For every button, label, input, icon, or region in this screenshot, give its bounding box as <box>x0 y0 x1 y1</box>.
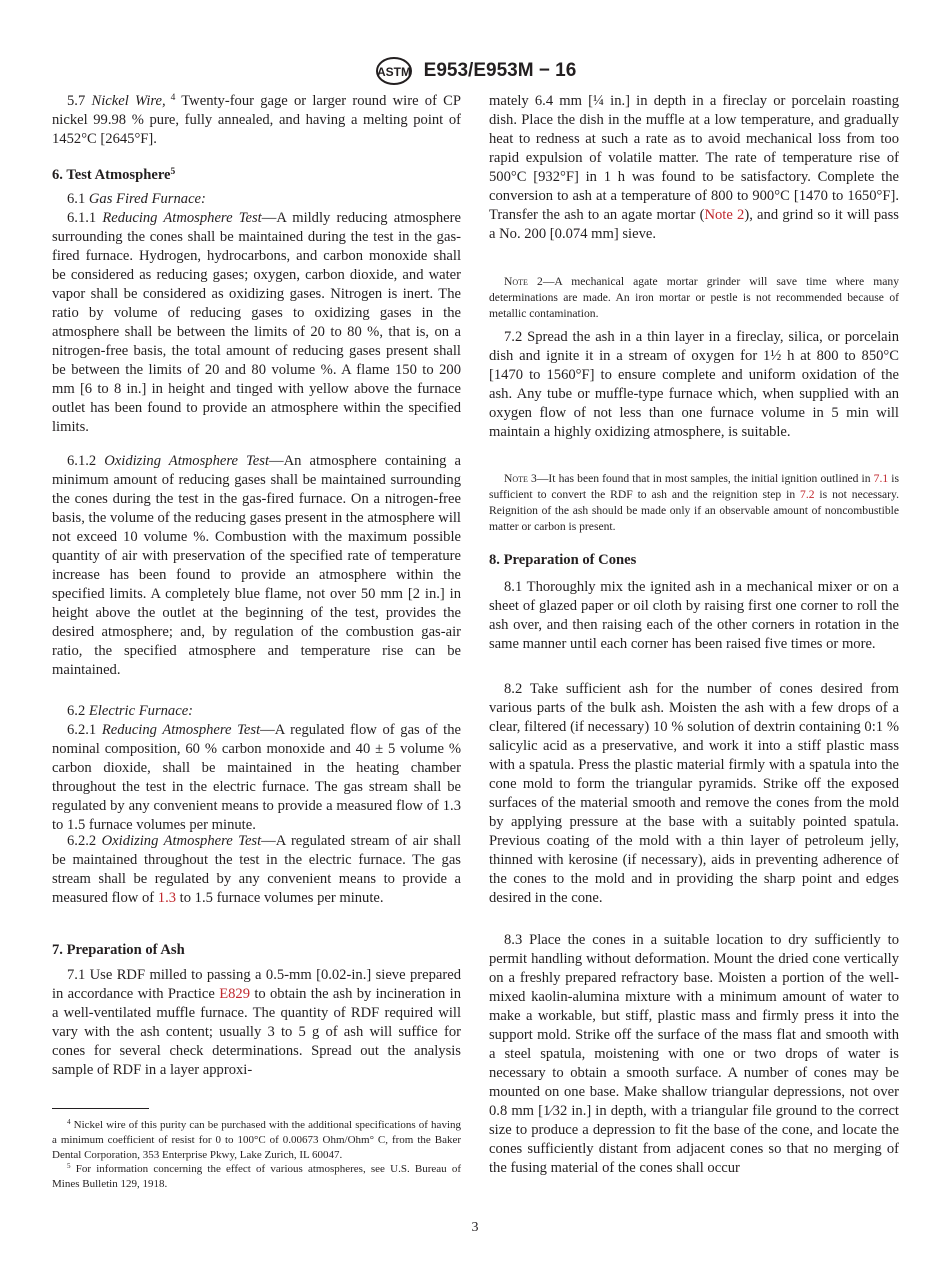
note <box>489 274 899 322</box>
footnote-divider <box>52 1108 149 1109</box>
section-heading <box>489 551 899 570</box>
cross-reference-link[interactable]: Note 2 <box>704 207 745 223</box>
italic-title: Oxidizing Atmosphere Test <box>104 453 270 469</box>
text-run: 8.3 Place the cones in a suitable location to dry sufficiently to permit handling without deformation. Mount the dried cone vertically on a freshly prepared refractory base. Moisten a portion of the well-mixed kaolin-alumina mixture with a minimum amount of water to make a workable, but stiff, plastic mass and firmly press it into the support mold. Strike off the surface of the mass flat and smooth with a steel spatula, moistening with one or two drops of water is necessary to obtain a smooth surface. A number of cones may be mounted on one base. Make shallow triangular depressions, not over 0.8 mm [1⁄32 in.] in depth, with a triangular file ground to the correct size to produce a depression to fit the base of the cone, and locate the cones sufficiently distant from adjacent cones so that no merging of the fusing material of the cones shall occur <box>489 932 899 1176</box>
astm-logo-icon <box>374 56 414 86</box>
paragraph <box>52 190 461 209</box>
footnote <box>52 1118 461 1163</box>
text-run: 6.2.2 <box>67 833 102 849</box>
text-run: 3—It has been found that in most samples, the initial ignition outlined in <box>527 472 874 485</box>
paragraph <box>52 966 461 1080</box>
section-heading <box>52 941 461 960</box>
section-heading <box>52 166 461 185</box>
text-run: 8. Preparation of Cones <box>489 552 637 568</box>
text-run: 6.2.1 <box>67 722 102 738</box>
text-run: 8.1 Thoroughly mix the ignited ash in a mechanical mixer or on a sheet of glazed paper or oil cloth by raising first one corner to roll the ash over, and then raising each of the other corners in rotation in the same manner until each corner has been raised five times or more. <box>489 579 899 652</box>
text-run: Note <box>504 275 528 288</box>
italic-title: Reducing Atmosphere Test <box>102 210 262 226</box>
italic-title: Nickel Wire, <box>91 93 166 109</box>
italic-title: Oxidizing Atmosphere Test <box>101 833 262 849</box>
text-run: 7. Preparation of Ash <box>52 942 185 958</box>
text-run: mately 6.4 mm [¼ in.] in depth in a fireclay or porcelain roasting dish. Place the dish in the muffle at a low temperature, and gradually heat to redness at such a rate as to avoid mechanical loss from too rapid expulsion of volatile matter. The rate of temperature rise of 500°C [932°F] in 1 h was found to be satisfactory. Complete the conversion to ash at a temperature of 800 to 900°C [1470 to 1650°F]. Transfer the ash to an agate mortar ( <box>489 93 899 223</box>
text-run: 6.1 <box>67 191 89 207</box>
text-run: 8.2 Take sufficient ash for the number of cones desired from various parts of the bulk ash. Moisten the ash with a few drops of a clear, filtered (if necessary) 10 % solution of dextrin containing 0:1 % salicylic acid as a preservative, and work it into a stiff plastic mass with a spatula. Press the plastic material firmly with a spatula into the cone mold to form the triangular pyramids. Strike off the exposed surfaces of the material smooth and remove the cones from the mold by applying pressure at the base with a suitably pointed spatula. Previous coating of the mold with a thin layer of petroleum jelly, thinned with kerosine (if necessary), aids in preventing adherence of the cones to the mold and in providing the sharp point and edges desired in the cone. <box>489 681 899 906</box>
text-run: is sufficient to convert the RDF to ash and the reignition step in <box>489 472 899 501</box>
text-run: 2—A mechanical agate mortar grinder will save time where many determinations are made. An iron mortar or pestle is not recommended because of metallic contamination. <box>489 275 899 320</box>
text-run: 6.2 <box>67 703 89 719</box>
text-run: Note <box>504 472 528 485</box>
italic-title: Gas Fired Furnace: <box>88 191 206 207</box>
paragraph <box>489 92 899 244</box>
page-header <box>0 56 950 86</box>
paragraph <box>52 721 461 835</box>
text-run: is not necessary. Reignition of the ash should be made only if an observable amount of noncombustible matter or carbon is present. <box>489 488 899 533</box>
italic-title: Electric Furnace: <box>88 703 194 719</box>
text-run: 5.7 <box>67 93 92 109</box>
text-run: Twenty-four gage or larger round wire of CP nickel 99.98 % pure, fully annealed, and having a melting point of 1452°C [2645°F]. <box>52 93 461 147</box>
cross-reference-link[interactable]: 7.2 <box>800 488 815 501</box>
italic-title: Reducing Atmosphere Test <box>101 722 261 738</box>
text-run: 6. Test Atmosphere <box>52 167 171 183</box>
text-run: 7.2 Spread the ash in a thin layer in a fireclay, silica, or porcelain dish and ignite it in a stream of oxygen for 1½ h at 800 to 850°C [1470 to 1560°F] to ensure complete and uniform oxidation of the ash. Any tube or muffle-type furnace which, when supplied with an oxygen flow of not less than one furnace volume in 5 min will maintain a highly oxidizing atmosphere, is suitable. <box>489 329 899 440</box>
footnote-marker: 4 <box>165 92 176 103</box>
paragraph <box>489 680 899 908</box>
note <box>489 471 899 535</box>
page-number: 3 <box>471 1220 479 1235</box>
footnote-marker: 5 <box>67 1162 71 1171</box>
text-run: Nickel wire of this purity can be purchased with the additional specifications of having a minimum coefficient of resist for 0 to 100°C of 0.00673 Ohm/Ohm° C, from the Baker Dental Corporation, 353 Enterprise Pkwy, Lake Zurich, IL 60047. <box>52 1119 461 1161</box>
text-run: —A regulated flow of gas of the nominal composition, 60 % carbon monoxide and 40 ± 5 volume % carbon dioxide, shall be maintained in the heating chamber throughout the test in the electric furnace. The gas stream shall be regulated by any convenient means to provide a measured flow of 1.3 to 1.5 furnace volumes per minute. <box>52 722 462 833</box>
footnote-marker: 5 <box>170 166 176 177</box>
paragraph <box>52 452 461 680</box>
text-run: —A regulated stream of air shall be maintained throughout the test in the electric furnace. The gas stream shall be regulated by any convenient means to provide a measured flow of <box>52 833 461 906</box>
text-run: —A mildly reducing atmosphere surrounding the cones shall be maintained during the test in the gas-fired furnace. Hydrogen, hydrocarbons, and carbon monoxide shall be considered as reducing gases; oxygen, carbon dioxide, and water vapor shall be considered as oxidizing gases. Nitrogen is inert. The ratio by volume of reducing gases to oxidizing gases in the atmosphere shall be between the limits of 20 to 80 %, that is, on a nitrogen-free basis, the total amount of reducing gases present shall be between the limits of 20 and 80 volume %. A flame 150 to 200 mm [6 to 8 in.] in height and tinged with yellow above the furnace outlet has been found to provide an atmosphere within the specified limits. <box>52 210 461 435</box>
text-run: 7.1 Use RDF milled to passing a 0.5-mm [0.02-in.] sieve prepared in accordance with Practice <box>52 967 461 1002</box>
text-run: —An atmosphere containing a minimum amount of reducing gases shall be maintained surrounding the cones during the test in the gas-fired furnace. On a nitrogen-free basis, the volume of the reducing gases present in the atmosphere will not exceed 10 volume %. Combustion with the maximum possible quantity of air with preservation of the specified rate of temperature increase has been found to provide an atmosphere within the specified limits. A completely blue flame, not over 50 mm [2 in.] in height above the outlet at the beginning of the test, provides the desired atmosphere; and, by regulation of the combustion gas-air ratio, the specified atmosphere and temperature rise can be maintained. <box>52 453 461 678</box>
paragraph <box>489 578 899 654</box>
text-run: to 1.5 furnace volumes per minute. <box>176 890 384 906</box>
cross-reference-link[interactable]: 1.3 <box>157 890 177 906</box>
paragraph <box>52 702 461 721</box>
footnote <box>52 1162 461 1192</box>
paragraph <box>489 931 899 1178</box>
text-run: 6.1.2 <box>67 453 105 469</box>
text-run: 6.1.1 <box>67 210 103 226</box>
text-run: ), and grind so it will pass a No. 200 [0.074 mm] sieve. <box>489 207 899 242</box>
footnote-marker: 4 <box>67 1118 71 1127</box>
cross-reference-link[interactable]: 7.1 <box>873 472 889 485</box>
document-title: E953/E953M − 16 <box>423 60 577 81</box>
cross-reference-link[interactable]: E829 <box>219 986 250 1002</box>
text-run: to obtain the ash by incineration in a well-ventilated muffle furnace. The quantity of RDF required will vary with the ash content; usually 3 to 5 g of ash will suffice for cones for several check determinations. Spread out the analysis sample of RDF in a layer approxi- <box>52 986 461 1078</box>
text-run: For information concerning the effect of various atmospheres, see U.S. Bureau of Mines Bulletin 129, 1918. <box>52 1163 461 1190</box>
paragraph <box>489 328 899 442</box>
paragraph <box>52 832 461 908</box>
paragraph <box>52 209 461 437</box>
svg-text:ASTM: ASTM <box>376 65 411 79</box>
paragraph <box>52 92 461 149</box>
